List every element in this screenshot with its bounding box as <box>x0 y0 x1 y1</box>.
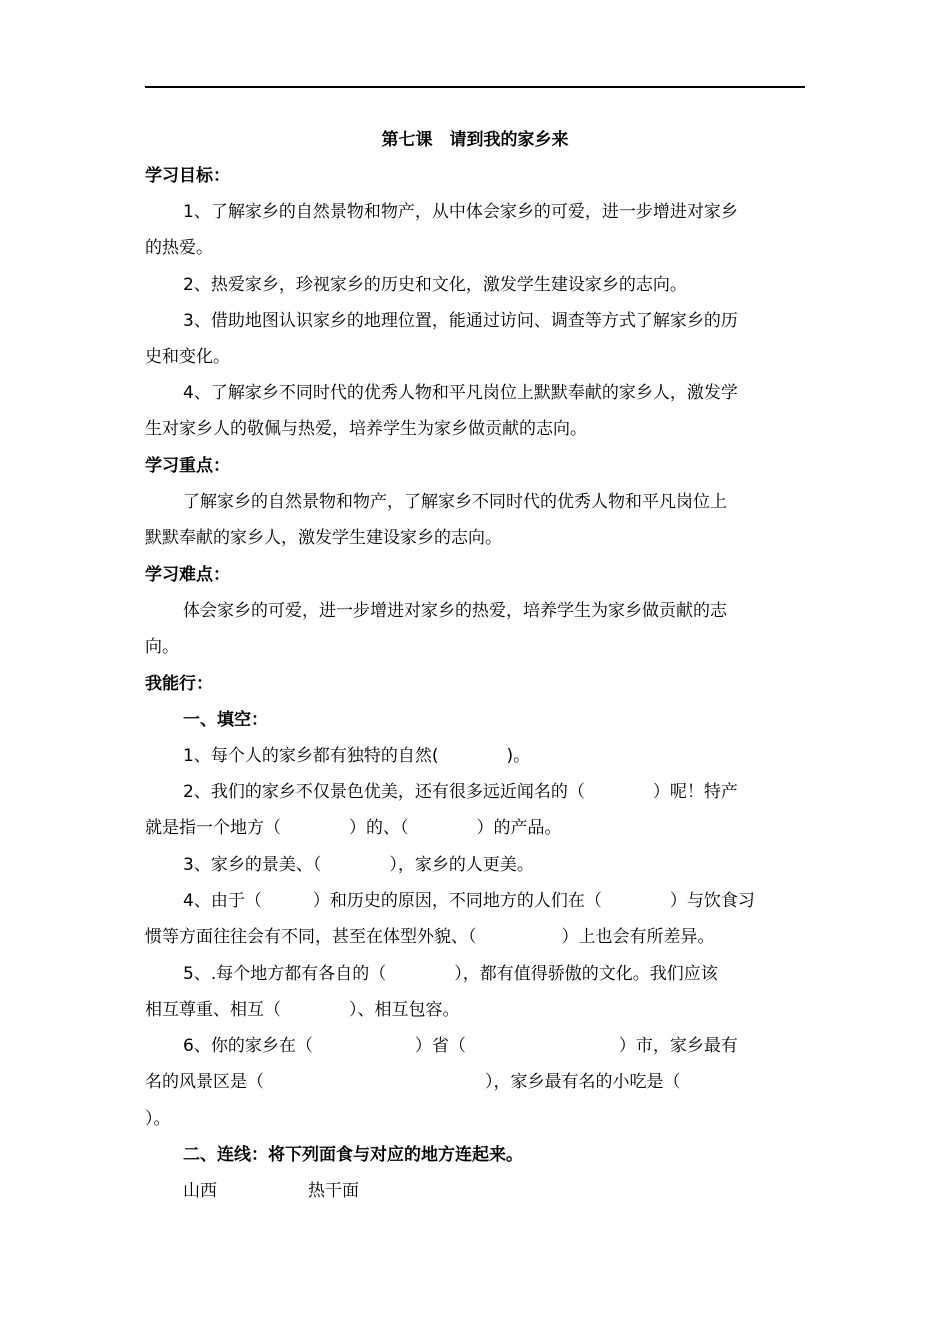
match-left-item: 山西 <box>183 1181 217 1201</box>
question-1: 1、每个人的家乡都有独特的自然( )。 <box>183 746 531 766</box>
question-4-line-1: 4、由于（ ）和历史的原因，不同地方的人们在（ ）与饮食习 <box>183 891 755 911</box>
goals-heading: 学习目标： <box>145 166 230 186</box>
goal-4-line-2: 生对家乡人的敬佩与热爱，培养学生为家乡做贡献的志向。 <box>145 419 587 439</box>
key-points-line-2: 默默奉献的家乡人，激发学生建设家乡的志向。 <box>145 528 502 548</box>
difficulties-line-2: 向。 <box>145 637 179 657</box>
fill-blank-heading: 一、填空： <box>183 710 268 730</box>
question-2-line-2: 就是指一个地方（ ）的、（ ）的产品。 <box>145 818 562 838</box>
exercises-heading: 我能行： <box>145 674 213 694</box>
goal-4-line-1: 4、了解家乡不同时代的优秀人物和平凡岗位上默默奉献的家乡人，激发学 <box>183 383 738 403</box>
question-3: 3、家乡的景美、（ ），家乡的人更美。 <box>183 855 534 875</box>
matching-heading: 二、连线：将下列面食与对应的地方连起来。 <box>183 1145 523 1165</box>
question-6-line-2: 名的风景区是（ ），家乡最有名的小吃是（ <box>145 1072 681 1092</box>
header-rule <box>145 86 805 88</box>
key-points-heading: 学习重点： <box>145 456 230 476</box>
goal-1-line-2: 的热爱。 <box>145 238 213 258</box>
goal-3-line-2: 史和变化。 <box>145 347 230 367</box>
question-4-line-2: 惯等方面往往会有不同，甚至在体型外貌、（ ）上也会有所差异。 <box>145 927 715 947</box>
question-6-line-1: 6、你的家乡在（ ）省（ ）市，家乡最有 <box>183 1036 738 1056</box>
goal-3-line-1: 3、借助地图认识家乡的地理位置，能通过访问、调查等方式了解家乡的历 <box>183 311 738 331</box>
difficulties-heading: 学习难点： <box>145 565 230 585</box>
question-6-line-3: ）。 <box>145 1109 171 1129</box>
difficulties-line-1: 体会家乡的可爱，进一步增进对家乡的热爱，培养学生为家乡做贡献的志 <box>183 601 727 621</box>
question-2-line-1: 2、我们的家乡不仅景色优美，还有很多远近闻名的（ ）呢！特产 <box>183 782 738 802</box>
goal-2: 2、热爱家乡，珍视家乡的历史和文化，激发学生建设家乡的志向。 <box>183 275 687 295</box>
page-title: 第七课 请到我的家乡来 <box>381 130 569 150</box>
question-5-line-1: 5、.每个地方都有各自的（ ），都有值得骄傲的文化。我们应该 <box>183 964 718 984</box>
question-5-line-2: 相互尊重、相互（ ）、相互包容。 <box>145 1000 460 1020</box>
goal-1-line-1: 1、了解家乡的自然景物和物产，从中体会家乡的可爱，进一步增进对家乡 <box>183 202 738 222</box>
match-right-item: 热干面 <box>308 1181 359 1201</box>
key-points-line-1: 了解家乡的自然景物和物产，了解家乡不同时代的优秀人物和平凡岗位上 <box>183 492 727 512</box>
